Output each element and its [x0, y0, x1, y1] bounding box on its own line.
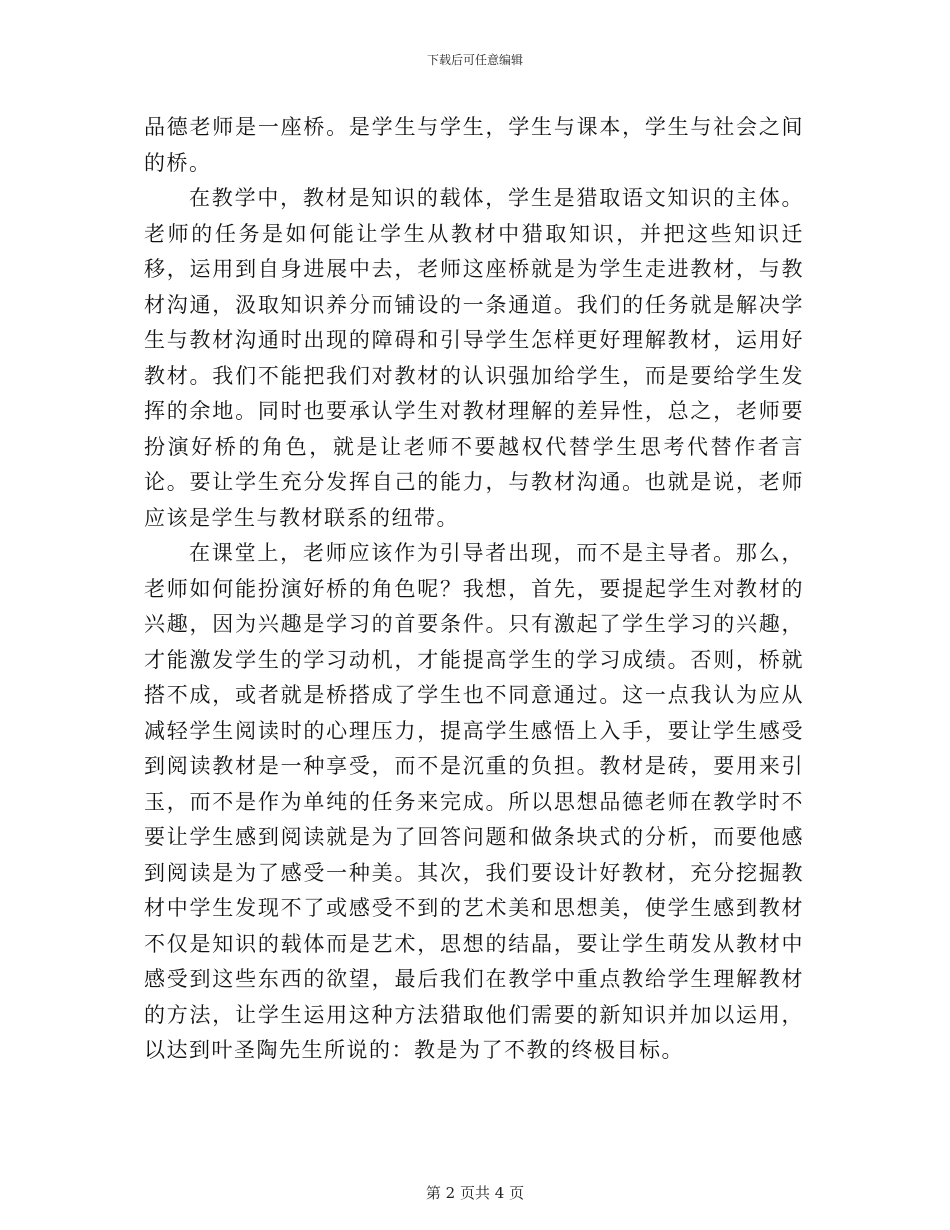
page-header: 下载后可任意编辑 [426, 53, 523, 67]
paragraph-continuation: 品德老师是一座桥。是学生与学生，学生与课本，学生与社会之间的桥。 [144, 115, 804, 175]
paragraph-teaching-materials: 在教学中，教材是知识的载体，学生是猎取语文知识的主体。老师的任务是如何能让学生从教材中猎取知识，并把这些知识迁移，运用到自身进展中去，老师这座桥就是为学生走进教材，与教材沟通，汲取知识养分而铺设的一条通道。我们的任务就是解决学生与教材沟通时出现的障碍和引导学生怎样更好理解教材，运用好教材。我们不能把我们对教材的认识强加给学生，而是要给学生发挥的余地。同时也要承认学生对教材理解的差异性，总之，老师要扮演好桥的角色，就是让老师不要越权代替学生思考代替作者言论。要让学生充分发挥自己的能力，与教材沟通。也就是说，老师应该是学生与教材联系的纽带。 [144, 186, 804, 530]
paragraph-classroom-guide: 在课堂上，老师应该作为引导者出现，而不是主导者。那么，老师如何能扮演好桥的角色呢？我想，首先，要提起学生对教材的兴趣，因为兴趣是学习的首要条件。只有激起了学生学习的兴趣，才能激发学生的学习动机，才能提高学生的学习成绩。否则，桥就搭不成，或者就是桥搭成了学生也不同意通过。这一点我认为应从减轻学生阅读时的心理压力，提高学生感悟上入手，要让学生感受到阅读教材是一种享受，而不是沉重的负担。教材是砖，要用来引玉，而不是作为单纯的任务来完成。所以思想品德老师在教学时不要让学生感到阅读就是为了回答问题和做条块式的分析，而要他感到阅读是为了感受一种美。其次，我们要设计好教材，充分挖掘教材中学生发现不了或感受不到的艺术美和思想美，使学生感到教材不仅是知识的载体而是艺术，思想的结晶，要让学生萌发从教材中感受到这些东西的欲望，最后我们在教学中重点教给学生理解教材的方法，让学生运用这种方法猎取他们需要的新知识并加以运用，以达到叶圣陶先生所说的：教是为了不教的终极目标。 [144, 541, 804, 1062]
document-body [144, 110, 804, 1069]
page-number: 第 2 页共 4 页 [425, 1184, 525, 1202]
